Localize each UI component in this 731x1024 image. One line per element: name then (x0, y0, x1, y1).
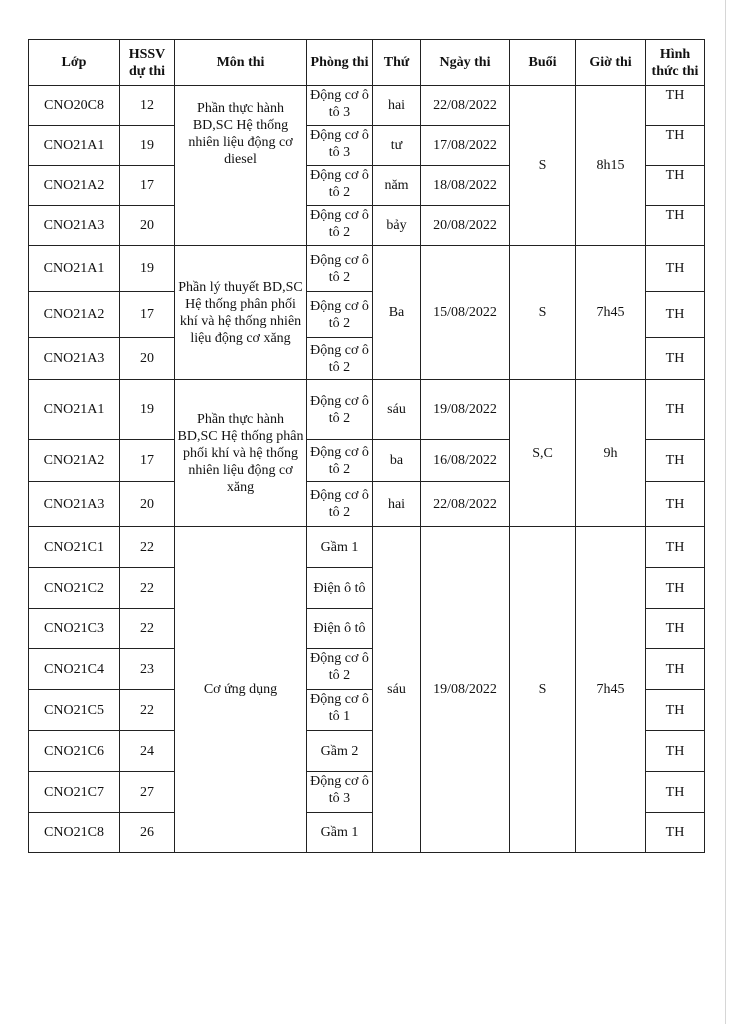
cell-hssv: 24 (120, 731, 175, 772)
cell-phong: Gầm 1 (307, 813, 373, 853)
header-row (29, 40, 705, 86)
cell-hssv: 20 (120, 482, 175, 527)
header-gio: Giờ thi (576, 40, 646, 86)
cell-subject: Phần lý thuyết BD,SC Hệ thống phân phối khí và hệ thống nhiên liệu động cơ xăng (175, 246, 307, 380)
table-row (29, 380, 705, 440)
cell-hssv: 23 (120, 649, 175, 690)
cell-hssv: 22 (120, 690, 175, 731)
cell-thu: hai (373, 86, 421, 126)
cell-hssv: 19 (120, 246, 175, 292)
cell-hinh: TH (646, 690, 705, 731)
cell-hinh: TH (646, 206, 705, 246)
cell-lop: CNO21C8 (29, 813, 120, 853)
cell-hssv: 12 (120, 86, 175, 126)
cell-hssv: 19 (120, 126, 175, 166)
cell-hssv: 22 (120, 609, 175, 649)
cell-gio: 8h15 (576, 86, 646, 246)
cell-phong: Điện ô tô (307, 568, 373, 609)
cell-lop: CNO21C2 (29, 568, 120, 609)
cell-ngay: 15/08/2022 (421, 246, 510, 380)
header-mon: Môn thi (175, 40, 307, 86)
cell-hinh: TH (646, 166, 705, 206)
table-row (29, 246, 705, 292)
cell-ngay: 19/08/2022 (421, 380, 510, 440)
cell-lop: CNO21A2 (29, 166, 120, 206)
cell-thu: sáu (373, 527, 421, 853)
cell-lop: CNO20C8 (29, 86, 120, 126)
cell-phong: Động cơ ô tô 3 (307, 86, 373, 126)
cell-hinh: TH (646, 568, 705, 609)
cell-hinh: TH (646, 813, 705, 853)
cell-thu: sáu (373, 380, 421, 440)
cell-buoi: S,C (510, 380, 576, 527)
cell-hinh: TH (646, 126, 705, 166)
cell-ngay: 20/08/2022 (421, 206, 510, 246)
cell-thu: tư (373, 126, 421, 166)
cell-hinh: TH (646, 731, 705, 772)
cell-subject: Phần thực hành BD,SC Hệ thống nhiên liệu động cơ diesel (175, 86, 307, 246)
cell-buoi: S (510, 527, 576, 853)
cell-phong: Động cơ ô tô 2 (307, 482, 373, 527)
cell-ngay: 22/08/2022 (421, 482, 510, 527)
header-thu: Thứ (373, 40, 421, 86)
cell-phong: Động cơ ô tô 2 (307, 380, 373, 440)
cell-hssv: 26 (120, 813, 175, 853)
cell-phong: Động cơ ô tô 3 (307, 772, 373, 813)
cell-hinh: TH (646, 527, 705, 568)
cell-hssv: 17 (120, 292, 175, 338)
cell-lop: CNO21C6 (29, 731, 120, 772)
cell-buoi: S (510, 86, 576, 246)
cell-lop: CNO21A1 (29, 380, 120, 440)
cell-lop: CNO21C1 (29, 527, 120, 568)
table-row (29, 86, 705, 126)
cell-hinh: TH (646, 292, 705, 338)
cell-phong: Động cơ ô tô 1 (307, 690, 373, 731)
cell-phong: Điện ô tô (307, 609, 373, 649)
cell-phong: Động cơ ô tô 2 (307, 206, 373, 246)
cell-gio: 7h45 (576, 527, 646, 853)
cell-hinh: TH (646, 772, 705, 813)
cell-hinh: TH (646, 440, 705, 482)
cell-hinh: TH (646, 482, 705, 527)
cell-ngay: 19/08/2022 (421, 527, 510, 853)
cell-phong: Gầm 2 (307, 731, 373, 772)
cell-phong: Động cơ ô tô 2 (307, 440, 373, 482)
cell-hinh: TH (646, 380, 705, 440)
cell-phong: Động cơ ô tô 3 (307, 126, 373, 166)
cell-ngay: 16/08/2022 (421, 440, 510, 482)
cell-gio: 7h45 (576, 246, 646, 380)
cell-hssv: 19 (120, 380, 175, 440)
cell-hinh: TH (646, 649, 705, 690)
cell-hssv: 22 (120, 527, 175, 568)
cell-ngay: 18/08/2022 (421, 166, 510, 206)
cell-thu: ba (373, 440, 421, 482)
cell-lop: CNO21A3 (29, 482, 120, 527)
cell-lop: CNO21A3 (29, 206, 120, 246)
cell-hssv: 17 (120, 166, 175, 206)
cell-phong: Động cơ ô tô 2 (307, 649, 373, 690)
cell-phong: Gầm 1 (307, 527, 373, 568)
cell-hssv: 27 (120, 772, 175, 813)
cell-lop: CNO21C3 (29, 609, 120, 649)
cell-phong: Động cơ ô tô 2 (307, 292, 373, 338)
cell-hinh: TH (646, 86, 705, 126)
cell-phong: Động cơ ô tô 2 (307, 338, 373, 380)
cell-thu: hai (373, 482, 421, 527)
cell-lop: CNO21A1 (29, 126, 120, 166)
cell-ngay: 17/08/2022 (421, 126, 510, 166)
cell-subject: Cơ ứng dụng (175, 527, 307, 853)
cell-lop: CNO21A2 (29, 440, 120, 482)
cell-hssv: 20 (120, 206, 175, 246)
cell-lop: CNO21A2 (29, 292, 120, 338)
header-hinh: Hình thức thi (646, 40, 705, 86)
cell-hinh: TH (646, 246, 705, 292)
table-row (29, 527, 705, 568)
cell-hinh: TH (646, 338, 705, 380)
cell-lop: CNO21A3 (29, 338, 120, 380)
cell-hssv: 17 (120, 440, 175, 482)
cell-subject: Phần thực hành BD,SC Hệ thống phân phối khí và hệ thống nhiên liệu động cơ xăng (175, 380, 307, 527)
cell-phong: Động cơ ô tô 2 (307, 246, 373, 292)
header-ngay: Ngày thi (421, 40, 510, 86)
cell-hssv: 22 (120, 568, 175, 609)
cell-lop: CNO21A1 (29, 246, 120, 292)
cell-thu: bảy (373, 206, 421, 246)
header-hssv: HSSV dự thi (120, 40, 175, 86)
cell-gio: 9h (576, 380, 646, 527)
cell-lop: CNO21C7 (29, 772, 120, 813)
cell-thu: năm (373, 166, 421, 206)
cell-lop: CNO21C4 (29, 649, 120, 690)
exam-schedule-table (28, 39, 705, 853)
cell-hinh: TH (646, 609, 705, 649)
cell-buoi: S (510, 246, 576, 380)
header-lop: Lớp (29, 40, 120, 86)
cell-thu: Ba (373, 246, 421, 380)
cell-phong: Động cơ ô tô 2 (307, 166, 373, 206)
header-buoi: Buổi (510, 40, 576, 86)
cell-hssv: 20 (120, 338, 175, 380)
header-phong: Phòng thi (307, 40, 373, 86)
cell-ngay: 22/08/2022 (421, 86, 510, 126)
cell-lop: CNO21C5 (29, 690, 120, 731)
